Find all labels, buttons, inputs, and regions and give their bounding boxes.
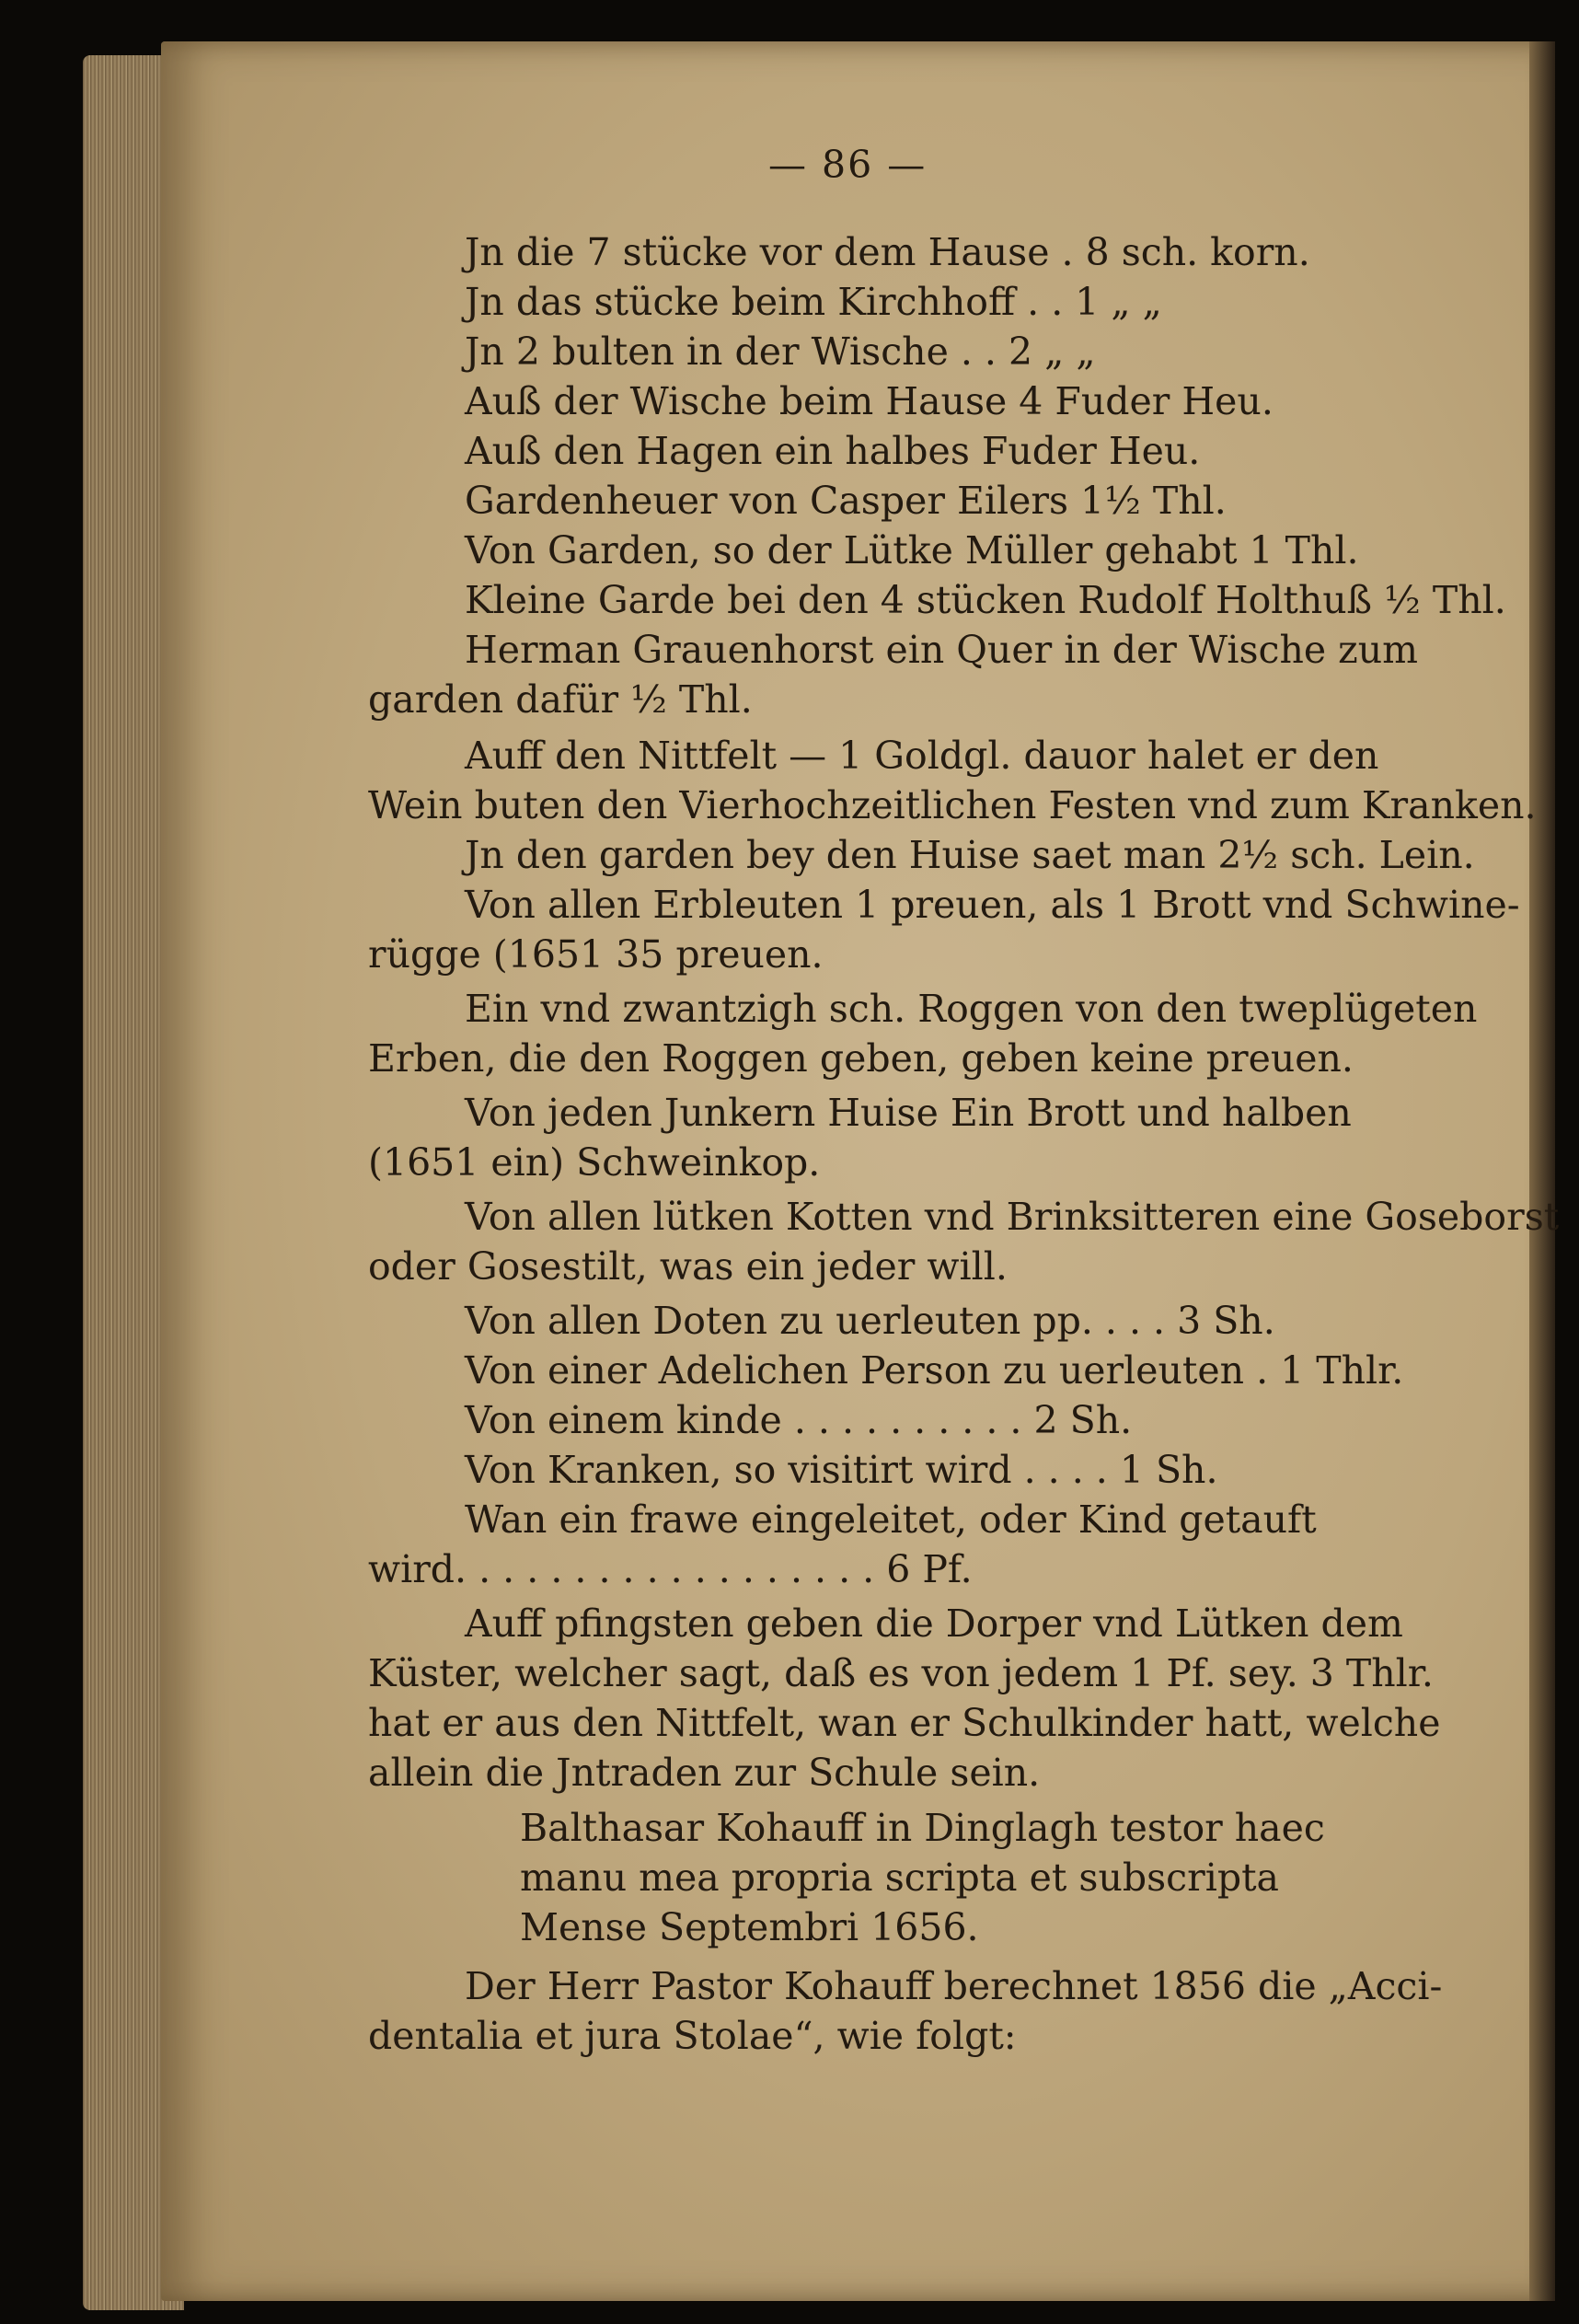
text-line: Küster, welcher sagt, daß es von jedem 1 Pf. sey. 3 Thlr. — [368, 1651, 1434, 1695]
text-line: Von einer Adelichen Person zu uerleuten . 1 Thlr. — [465, 1348, 1404, 1393]
text-line: Ein vnd zwantzigh sch. Roggen von den tweplügeten — [465, 987, 1478, 1031]
text-line: manu mea propria scripta et subscripta — [520, 1856, 1280, 1900]
text-line: rügge (1651 35 preuen. — [368, 932, 824, 977]
text-line: Wan ein frawe eingeleitet, oder Kind getauft — [465, 1497, 1317, 1542]
text-line: Auff pfingsten geben die Dorper vnd Lütken dem — [465, 1601, 1403, 1646]
text-line: allein die Jntraden zur Schule sein. — [368, 1751, 1041, 1795]
text-line: Mense Septembri 1656. — [520, 1905, 979, 1949]
text-line: Von Kranken, so visitirt wird . . . . 1 Sh. — [465, 1448, 1218, 1492]
page-number: — 86 — — [768, 143, 928, 187]
text-line: Von allen Erbleuten 1 preuen, als 1 Brott vnd Schwine- — [465, 883, 1520, 927]
text-line: Jn das stücke beim Kirchhoff . . 1 „ „ — [465, 280, 1162, 324]
text-line: Der Herr Pastor Kohauff berechnet 1856 die „Acci- — [465, 1964, 1443, 2008]
text-line: Jn die 7 stücke vor dem Hause . 8 sch. korn. — [465, 230, 1310, 274]
text-line: Auff den Nittfelt — 1 Goldgl. dauor halet er den — [465, 734, 1379, 778]
text-line: hat er aus den Nittfelt, wan er Schulkinder hatt, welche — [368, 1701, 1441, 1745]
text-line: Von einem kinde . . . . . . . . . . 2 Sh. — [465, 1398, 1133, 1442]
text-line: Jn 2 bulten in der Wische . . 2 „ „ — [465, 330, 1096, 374]
text-line: Von jeden Junkern Huise Ein Brott und halben — [465, 1091, 1352, 1135]
text-line: Jn den garden bey den Huise saet man 2½ sch. Lein. — [465, 833, 1475, 877]
text-line: Gardenheuer von Casper Eilers 1½ Thl. — [465, 479, 1227, 523]
text-line: Auß den Hagen ein halbes Fuder Heu. — [465, 429, 1201, 473]
text-line: Wein buten den Vierhochzeitlichen Festen vnd zum Kranken. — [368, 783, 1537, 827]
text-line: dentalia et jura Stolae“, wie folgt: — [368, 2014, 1017, 2058]
text-line: Kleine Garde bei den 4 stücken Rudolf Holthuß ½ Thl. — [465, 578, 1506, 622]
text-line: wird. . . . . . . . . . . . . . . . . . 6 Pf. — [368, 1547, 973, 1591]
text-line: Balthasar Kohauff in Dinglagh testor haec — [520, 1806, 1325, 1850]
text-line: garden dafür ½ Thl. — [368, 677, 753, 722]
text-line: oder Gosestilt, was ein jeder will. — [368, 1244, 1008, 1289]
text-line: Von allen Doten zu uerleuten pp. . . . 3 Sh. — [465, 1299, 1275, 1343]
text-line: Auß der Wische beim Hause 4 Fuder Heu. — [465, 379, 1274, 423]
text-line: Von Garden, so der Lütke Müller gehabt 1 Thl. — [465, 528, 1359, 572]
text-line: (1651 ein) Schweinkop. — [368, 1140, 821, 1185]
text-line: Herman Grauenhorst ein Quer in der Wische zum — [465, 628, 1419, 672]
text-line: Erben, die den Roggen geben, geben keine preuen. — [368, 1036, 1354, 1081]
text-line: Von allen lütken Kotten vnd Brinksitteren eine Goseborst — [465, 1195, 1560, 1239]
